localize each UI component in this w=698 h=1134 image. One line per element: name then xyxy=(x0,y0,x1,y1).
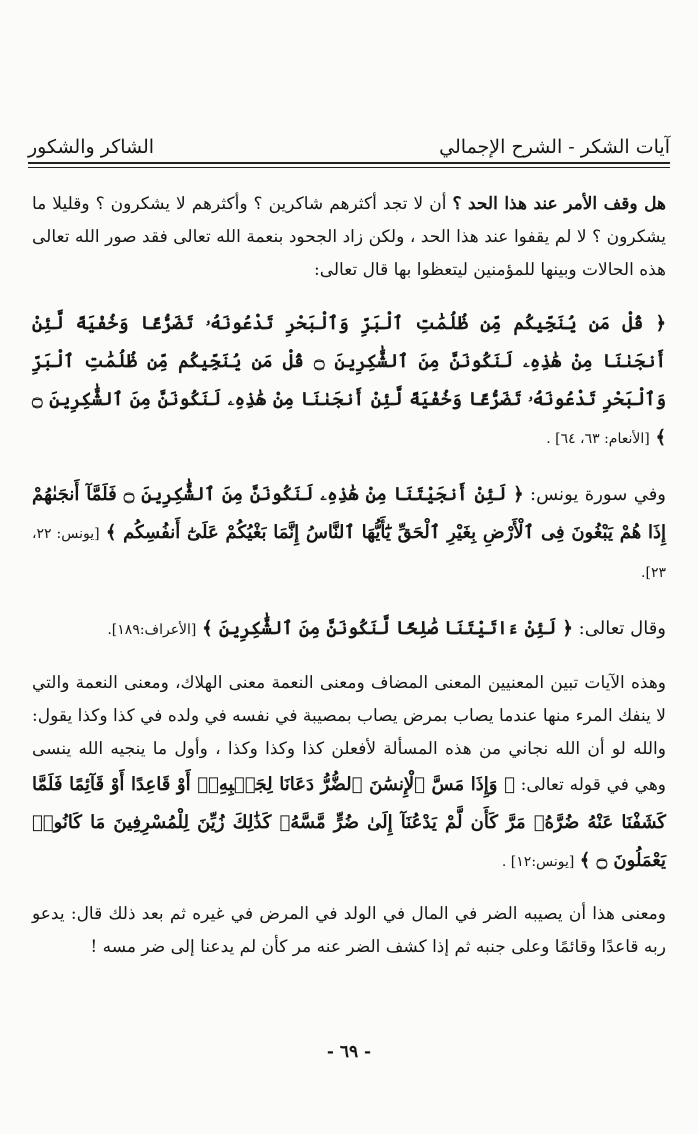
quran-verse-araf: ﴿ لَئِنْ ءَاتَيْتَنَا صَٰلِحًا لَّنَكُونَنَّ مِنَ ٱلشَّٰكِرِينَ ﴾ xyxy=(202,618,573,639)
quran-ref-araf: [الأعراف:١٨٩]. xyxy=(107,622,197,638)
paragraph-4 xyxy=(32,667,666,880)
quran-ref-anam: [الأنعام: ٦٣، ٦٤] . xyxy=(546,431,650,447)
paragraph-5-text: ومعنى هذا أن يصيبه الضر في المال في الولد في المرض في غيره ثم بعد ذلك قال: يدعو ربه قاعدًا وقائمًا وعلى جنبه ثم إذا كشف الضر عنه مر كأن لم يدعنا إلى ضر مسه ! xyxy=(32,904,666,957)
paragraph-1-text: أن لا تجد أكثرهم شاكرين ؟ وأكثرهم لا يشكرون ؟ وقليلا ما يشكرون ؟ لا لم يقفوا عند هذا الحد ، ولكن زاد الجحود بنعمة الله تعالى فقد صور الله تعالى هذه الحالات وبينها للمؤمنين ليتعظوا بها قال تعالى: xyxy=(32,194,666,280)
paragraph-1 xyxy=(32,188,666,287)
running-header xyxy=(28,124,670,158)
page-number: - ٦٩ - xyxy=(326,1042,372,1062)
paragraph-1-bold: هل وقف الأمر عند هذا الحد ؟ xyxy=(452,194,666,214)
paragraph-yunus-intro: وفي سورة يونس: xyxy=(523,484,666,505)
quran-ref-yunus: [يونس: ٢٢، ٢٣]. xyxy=(32,526,666,581)
header-book-title: الشاكر والشكور xyxy=(28,136,155,158)
header-rule xyxy=(28,162,670,164)
paragraph-4-text: وهذه الآيات تبين المعنيين المعنى المضاف ومعنى النعمة معنى الهلاك، ومعنى النعمة والتي لا ينفك المرء منها عندما يصاب بمرض يصاب بمصيبة في نفسه في ولده في كذا وكذا يقول: والله لو أن الله نجاني من هذه المسألة لأفعلن كذا وكذا وكذا ، وأول ما ينجيه الله ينسى وهي في قوله تعالى: xyxy=(32,673,666,795)
quran-verse-anam xyxy=(32,305,666,458)
header-rule-thin xyxy=(28,167,670,168)
quran-verse-yunus-12: ﴿ وَإِذَا مَسَّ ٱلْإِنسَٰنَ ٱلضُّرُّ دَعَانَا لِجَنۢبِهِۦٓ أَوْ قَاعِدًا أَوْ قَآئِمًا فَلَمَّا كَشَفْنَا عَنْهُ ضُرَّهُۥ مَرَّ كَأَن لَّمْ يَدْعُنَآ إِلَىٰ ضُرٍّ مَّسَّهُۥ كَذَٰلِكَ زُيِّنَ لِلْمُسْرِفِينَ مَا كَانُوا۟ يَعْمَلُونَ ۝ ﴾ xyxy=(32,774,666,871)
page-body xyxy=(32,188,666,964)
paragraph-5 xyxy=(32,898,666,964)
header-section-title: آيات الشكر - الشرح الإجمالي xyxy=(439,136,670,158)
paragraph-araf-intro: وقال تعالى: xyxy=(572,618,666,639)
quran-verse-yunus: ﴿ لَئِنْ أَنجَيْتَنَا مِنْ هَٰذِهِۦ لَنَكُونَنَّ مِنَ ٱلشَّٰكِرِينَ ۝ فَلَمَّآ أَنجَىٰهُمْ إِذَا هُمْ يَبْغُونَ فِى ٱلْأَرْضِ بِغَيْرِ ٱلْحَقِّ يَٰٓأَيُّهَا ٱلنَّاسُ إِنَّمَا بَغْيُكُمْ عَلَىٰٓ أَنفُسِكُم ﴾ xyxy=(32,484,666,543)
quran-verse-anam-text: ﴿ قُلْ مَن يُنَجِّيكُم مِّن ظُلُمَٰتِ ٱلْبَرِّ وَٱلْبَحْرِ تَدْعُونَهُۥ تَضَرُّعًا وَخُفْيَةً لَّئِنْ أَنجَىٰنَا مِنْ هَٰذِهِۦ لَنَكُونَنَّ مِنَ ٱلشَّٰكِرِينَ ۝ قُلْ مَن يُنَجِّيكُم مِّن ظُلُمَٰتِ ٱلْبَرِّ وَٱلْبَحْرِ تَدْعُونَهُۥ تَضَرُّعًا وَخُفْيَةً لَّئِنْ أَنجَىٰنَا مِنْ هَٰذِهِۦ لَنَكُونَنَّ مِنَ ٱلشَّٰكِرِينَ ۝ ﴾ xyxy=(32,313,666,448)
paragraph-araf xyxy=(32,610,666,649)
quran-ref-yunus-12: [يونس:١٢] . xyxy=(501,854,575,870)
paragraph-yunus xyxy=(32,476,666,592)
